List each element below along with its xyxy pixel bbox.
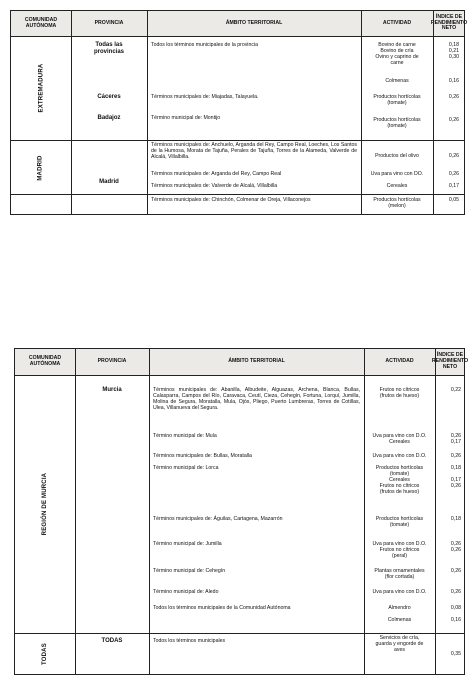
actividad-olivo: Productos del olivo xyxy=(375,153,419,159)
region-murcia: REGIÓN DE MURCIA xyxy=(41,472,48,536)
indice-value: 0,26 xyxy=(448,171,459,177)
actividad-row-10: Servicios de cría, guarda y engorde de aves xyxy=(375,635,424,654)
region-todas: TODAS xyxy=(41,643,48,666)
actividad-hortícolas-tomate-badajoz: Productos hortícolas (tomate) xyxy=(373,117,421,130)
table-extremadura-madrid-tail xyxy=(10,195,465,215)
col-divider xyxy=(147,11,148,194)
provincia-caceres: Cáceres xyxy=(97,94,121,100)
ambito-row-2: Término municipal de: Mula xyxy=(153,433,217,439)
col-divider xyxy=(75,349,76,674)
ambito-row-1: Términos municipales de: Abanilla, Albudeite, Alguazas, Archena, Blanca, Bullas, Calasparra, Campos del Río, Caravaca, Ceutí, Cieza, Cehegín, Fortuna, Lorquí, Jumilla, Molina de Segura, Moratalla, Mula, Ojós, Pliego, Puerto Lumbreras, Torres de Cotillas, Ulea, Villanueva del Segura. xyxy=(153,387,360,412)
ambito-madrid-2: Términos municipales de: Arganda del Rey, Campo Real xyxy=(151,171,282,177)
col-divider xyxy=(71,195,72,214)
ambito-row-6: Término municipal de: Jumilla xyxy=(153,541,222,547)
indice-value: 0,26 xyxy=(448,153,459,159)
header-comunidad: COMUNIDAD AUTÓNOMA xyxy=(28,355,62,367)
header-ambito: ÁMBITO TERRITORIAL xyxy=(225,19,283,26)
indice-row-3: 0,26 xyxy=(450,453,461,459)
header-indice: ÍNDICE DE RENDIMIENTO NETO xyxy=(430,13,468,32)
actividad-row-1: Frutos no cítricos (frutos de hueso) xyxy=(379,387,420,400)
indice-value: 0,17 xyxy=(448,183,459,189)
actividad-row-3: Uva para vino con D.O. xyxy=(372,453,427,459)
region-extremadura: EXTREMADURA xyxy=(37,63,44,113)
header-provincia: PROVINCIA xyxy=(94,19,124,26)
actividad-ovino: Ovino y caprino de carne xyxy=(375,54,419,67)
col-divider xyxy=(71,11,72,194)
actividad-hortícolas-tomate-caceres: Productos hortícolas (tomate) xyxy=(373,94,421,107)
indice-row-6: 0,26 0,26 xyxy=(450,541,461,554)
ambito-row-9: Todos los términos municipales de la Comunidad Autónoma xyxy=(153,605,291,611)
indice-row-4: 0,18 0,17 0,26 xyxy=(450,465,461,490)
actividad-row-5: Productos hortícolas (tomate) xyxy=(375,516,424,529)
ambito-row-7: Término municipal de: Cehegín xyxy=(153,568,226,574)
provincia-todas: TODAS xyxy=(101,638,123,644)
indice-value: 0,30 xyxy=(448,54,459,60)
actividad-row-9: Almendro Colmenas xyxy=(387,605,412,624)
indice-value: 0,05 xyxy=(448,197,459,203)
header-comunidad: COMUNIDAD AUTÓNOMA xyxy=(24,16,58,29)
ambito-todos-provincia: Todos los términos municipales de la provincia xyxy=(151,42,258,48)
actividad-colmenas: Colmenas xyxy=(385,78,409,84)
table-murcia xyxy=(14,348,469,675)
ambito-madrid-4: Términos municipales de: Chinchón, Colmenar de Oreja, Villaconejos xyxy=(151,197,311,203)
ambito-madrid-1: Términos municipales de: Anchuelo, Arganda del Rey, Campo Real, Loeches, Los Santos de la Humosa, Morata de Tajuña, Perales de Tajuña, Torres de la Alameda, Valverde de Alcalá, Villalbilla. xyxy=(151,142,357,161)
actividad-bovino-cria: Bovino de cría xyxy=(380,48,414,54)
region-madrid: MADRID xyxy=(37,155,44,181)
indice-row-7: 0,26 xyxy=(450,568,461,574)
indice-value: 0,18 xyxy=(448,42,459,48)
actividad-row-6: Uva para vino con D.O. Frutos no cítricos (peral) xyxy=(372,541,427,560)
indice-row-1: 0,22 xyxy=(450,387,461,393)
ambito-row-4: Término municipal de: Lorca xyxy=(153,465,219,471)
ambito-caceres: Términos municipales de: Miajadas, Talayuela. xyxy=(151,94,259,100)
indice-row-5: 0,18 xyxy=(450,516,461,522)
ambito-row-5: Términos municipales de: Águilas, Cartagena, Mazarrón xyxy=(153,516,283,522)
col-divider xyxy=(435,349,436,674)
provincia-badajoz: Badajoz xyxy=(97,115,121,121)
indice-value: 0,21 xyxy=(448,48,459,54)
indice-row-9: 0,08 0,16 xyxy=(450,605,461,624)
provincia-todas: Todas las provincias xyxy=(93,42,124,55)
indice-row-2: 0,26 0,17 xyxy=(450,433,461,446)
col-divider xyxy=(149,349,150,674)
ambito-badajoz: Término municipal de: Montijo xyxy=(151,115,221,121)
indice-value: 0,16 xyxy=(448,78,459,84)
header-indice: ÍNDICE DE RENDIMIENTO NETO xyxy=(431,352,469,370)
ambito-row-3: Términos municipales de: Bullas, Moratalla xyxy=(153,453,252,459)
actividad-row-7: Plantas ornamentales (flor cortada) xyxy=(374,568,425,581)
actividad-row-4: Productos hortícolas (tomate) Cereales Frutos no cítricos (frutos de hueso) xyxy=(375,465,424,496)
row-divider xyxy=(15,633,464,634)
header-provincia: PROVINCIA xyxy=(97,358,127,365)
indice-row-10: 0,35 xyxy=(450,651,461,657)
ambito-madrid-3: Términos municipales de: Valverde de Alcalá, Villalbilla xyxy=(151,183,278,189)
actividad-row-8: Uva para vino con D.O. xyxy=(372,589,427,595)
header-actividad: ACTIVIDAD xyxy=(382,19,412,26)
actividad-row-2: Uva para vino con D.O. Cereales xyxy=(372,433,427,446)
indice-value: 0,26 xyxy=(448,117,459,123)
table-header xyxy=(15,349,469,376)
table-extremadura-madrid xyxy=(10,10,468,195)
table-header xyxy=(11,11,468,37)
col-divider xyxy=(147,195,148,214)
ambito-row-8: Término municipal de: Aledo xyxy=(153,589,219,595)
indice-value: 0,26 xyxy=(448,94,459,100)
indice-row-8: 0,26 xyxy=(450,589,461,595)
provincia-madrid: Madrid xyxy=(99,179,119,185)
col-divider xyxy=(433,11,434,194)
header-ambito: ÁMBITO TERRITORIAL xyxy=(228,358,285,365)
provincia-murcia: Murcia xyxy=(102,387,122,393)
actividad-uva-do: Uva para vino con DO. xyxy=(370,171,424,177)
actividad-bovino-carne: Bovino de carne xyxy=(378,42,416,48)
ambito-row-10: Todos los términos municipales xyxy=(153,638,226,644)
row-divider xyxy=(11,140,464,141)
actividad-hortícolas-melon: Productos hortícolas (melon) xyxy=(373,197,421,210)
header-actividad: ACTIVIDAD xyxy=(385,358,414,365)
actividad-cereales: Cereales xyxy=(386,183,408,189)
